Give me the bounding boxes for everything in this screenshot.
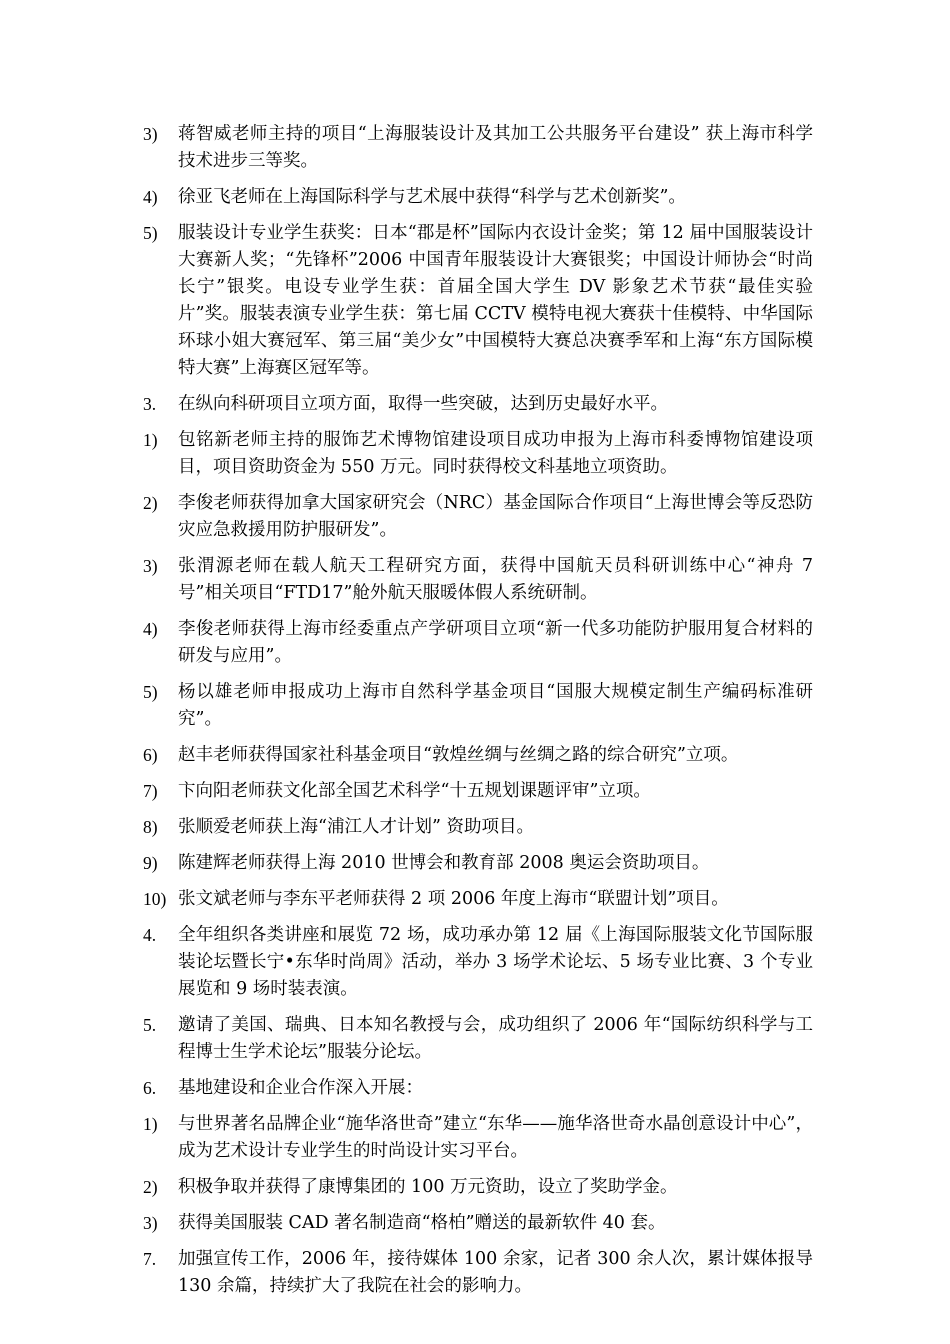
item-number: 4) bbox=[143, 187, 158, 207]
achievement-list bbox=[143, 121, 813, 1309]
item-number: 10) bbox=[143, 889, 167, 909]
list-item bbox=[143, 391, 813, 418]
item-text: 张顺爱老师获上海“浦江人才计划” 资助项目。 bbox=[178, 817, 534, 837]
item-text: 基地建设和企业合作深入开展： bbox=[178, 1078, 423, 1098]
item-number: 5) bbox=[143, 223, 158, 243]
list-item bbox=[143, 616, 813, 670]
list-item bbox=[143, 778, 813, 805]
list-item bbox=[143, 427, 813, 481]
item-text: 蒋智威老师主持的项目“上海服装设计及其加工公共服务平台建设” 获上海市科学技术进步三等奖。 bbox=[178, 124, 813, 171]
item-number: 5. bbox=[143, 1015, 157, 1035]
item-text: 获得美国服装 CAD 著名制造商“格柏”赠送的最新软件 40 套。 bbox=[178, 1213, 666, 1233]
list-item bbox=[143, 1012, 813, 1066]
list-item bbox=[143, 850, 813, 877]
list-item bbox=[143, 886, 813, 913]
item-number: 6) bbox=[143, 745, 158, 765]
item-number: 7. bbox=[143, 1249, 157, 1269]
list-item bbox=[143, 184, 813, 211]
item-text: 张文斌老师与李东平老师获得 2 项 2006 年度上海市“联盟计划”项目。 bbox=[178, 889, 729, 909]
list-item bbox=[143, 490, 813, 544]
item-text: 张渭源老师在载人航天工程研究方面，获得中国航天员科研训练中心“神舟 7 号”相关项目“FTD17”舱外航天服暖体假人系统研制。 bbox=[178, 556, 813, 603]
item-number: 1) bbox=[143, 1114, 158, 1134]
list-item bbox=[143, 814, 813, 841]
list-item bbox=[143, 1111, 813, 1165]
list-item bbox=[143, 220, 813, 382]
item-text: 杨以雄老师申报成功上海市自然科学基金项目“国服大规模定制生产编码标准研究”。 bbox=[178, 682, 813, 729]
item-number: 6. bbox=[143, 1078, 157, 1098]
item-text: 在纵向科研项目立项方面，取得一些突破，达到历史最好水平。 bbox=[178, 394, 668, 414]
item-number: 9) bbox=[143, 853, 158, 873]
item-text: 李俊老师获得上海市经委重点产学研项目立项“新一代多功能防护服用复合材料的研发与应用”。 bbox=[178, 619, 813, 666]
item-number: 3) bbox=[143, 1213, 158, 1233]
item-number: 3) bbox=[143, 556, 158, 576]
item-text: 包铭新老师主持的服饰艺术博物馆建设项目成功申报为上海市科委博物馆建设项目，项目资助资金为 550 万元。同时获得校文科基地立项资助。 bbox=[178, 430, 813, 477]
list-item bbox=[143, 553, 813, 607]
item-number: 4. bbox=[143, 925, 157, 945]
list-item bbox=[143, 121, 813, 175]
list-item bbox=[143, 922, 813, 1003]
item-number: 5) bbox=[143, 682, 158, 702]
item-number: 1) bbox=[143, 430, 158, 450]
list-item bbox=[143, 1246, 813, 1300]
item-text: 加强宣传工作，2006 年，接待媒体 100 余家，记者 300 余人次，累计媒体报导 130 余篇，持续扩大了我院在社会的影响力。 bbox=[178, 1249, 813, 1296]
list-item bbox=[143, 1075, 813, 1102]
item-text: 与世界著名品牌企业“施华洛世奇”建立“东华——施华洛世奇水晶创意设计中心”，成为艺术设计专业学生的时尚设计实习平台。 bbox=[178, 1114, 813, 1161]
item-text: 徐亚飞老师在上海国际科学与艺术展中获得“科学与艺术创新奖”。 bbox=[178, 187, 686, 207]
list-item bbox=[143, 679, 813, 733]
item-text: 全年组织各类讲座和展览 72 场，成功承办第 12 届《上海国际服装文化节国际服装论坛暨长宁•东华时尚周》活动，举办 3 场学术论坛、5 场专业比赛、3 个专业展览和 9 场时装表演。 bbox=[178, 925, 813, 999]
item-number: 2) bbox=[143, 493, 158, 513]
item-number: 7) bbox=[143, 781, 158, 801]
item-number: 2) bbox=[143, 1177, 158, 1197]
item-text: 服装设计专业学生获奖：日本“郡是杯”国际内衣设计金奖；第 12 届中国服装设计大赛新人奖；“先锋杯”2006 中国青年服装设计大赛银奖；中国设计师协会“时尚长宁”银奖。电设专业学生获：首届全国大学生 DV 影象艺术节获“最佳实验片”奖。服装表演专业学生获：第七届 CCTV 模特电视大赛获十佳模特、中华国际环球小姐大赛冠军、第三届“美少女”中国模特大赛总决赛季军和上海“东方国际模特大赛”上海赛区冠军等。 bbox=[178, 223, 813, 378]
list-item bbox=[143, 1174, 813, 1201]
item-text: 卞向阳老师获文化部全国艺术科学“十五规划课题评审”立项。 bbox=[178, 781, 651, 801]
item-number: 4) bbox=[143, 619, 158, 639]
item-number: 3) bbox=[143, 124, 158, 144]
item-text: 陈建辉老师获得上海 2010 世博会和教育部 2008 奥运会资助项目。 bbox=[178, 853, 710, 873]
item-text: 李俊老师获得加拿大国家研究会（NRC）基金国际合作项目“上海世博会等反恐防灾应急救援用防护服研发”。 bbox=[178, 493, 813, 540]
item-number: 8) bbox=[143, 817, 158, 837]
item-text: 积极争取并获得了康博集团的 100 万元资助，设立了奖助学金。 bbox=[178, 1177, 678, 1197]
item-number: 3. bbox=[143, 394, 157, 414]
list-item bbox=[143, 1210, 813, 1237]
list-item bbox=[143, 742, 813, 769]
item-text: 邀请了美国、瑞典、日本知名教授与会，成功组织了 2006 年“国际纺织科学与工程博士生学术论坛”服装分论坛。 bbox=[178, 1015, 813, 1062]
item-text: 赵丰老师获得国家社科基金项目“敦煌丝绸与丝绸之路的综合研究”立项。 bbox=[178, 745, 739, 765]
